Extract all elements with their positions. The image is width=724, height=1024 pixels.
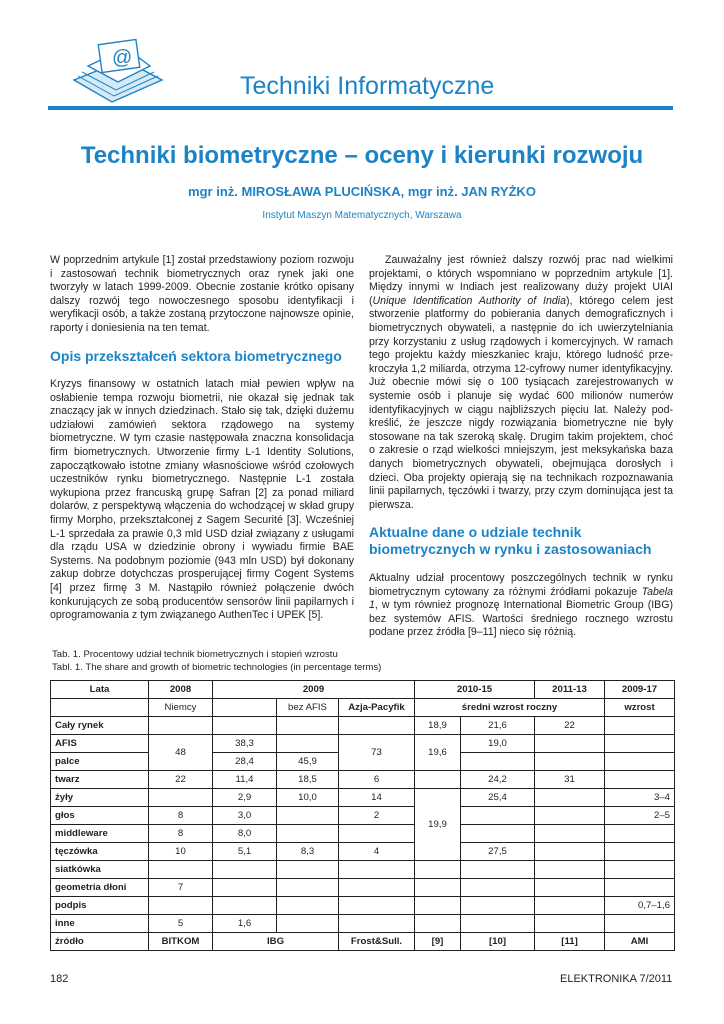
- biometrics-table: [50, 680, 675, 951]
- table-caption-en: Tabl. 1. The share and growth of biometric technologies (in percentage terms): [52, 662, 382, 673]
- table-row: geometria dłoni 7: [51, 879, 675, 897]
- article-title: Techniki biometryczne – oceny i kierunki rozwoju: [80, 142, 644, 169]
- section-heading-market: Aktualne dane o udziale technik biometrycznych w rynku i zastosowaniach: [369, 524, 652, 557]
- column-left: [50, 254, 354, 336]
- table-caption-pl: Tab. 1. Procentowy udział technik biometrycznych i stopień wzrostu: [52, 649, 338, 660]
- projects-paragraph: Zauważalny jest również dalszy rozwój prac nad wielkimi projektami, o których wspomniano w poprzednim artykule [1]. Między innymi w Indiach jest realizowany duży projekt UIAI (Unique Identification Authority of India), którego celem jest stworzenie platformy do pobierania danych demograficznych i biometrycznych obywateli, a następnie do ich uwierzytelniania przy korzystaniu z usług rządowych i komercyjnych. W ramach tego projektu każdy mieszkaniec kraju, którego ludność przekroczyła 1,2 miliarda, otrzyma 12-cyfrowy numer identyfikacyjny. Już obecnie mówi się o 100 tysiącach zarejestrowanych w systemie osób i planuje się wydać 600 milionów numerów identyfikacyjnych w ciągu najbliższych pięciu lat. Należy podkreślić, że jeszcze nigdy rozwiązania biometryczne nie były stosowane na tak szeroką skalę. Drugim takim projektem, choć o zakresie o rząd wielkości mniejszym, jest meksykańska baza danych biometrycznych obywateli, obejmująca dorosłych i dzieci. Oba projekty opierają się na technikach rozpoznawania linii papilarnych, tęczówki i twarzy, przy czym dominująca jest ta pierwsza.: [369, 254, 673, 511]
- table-row: AFIS 48 38,3 73 19,6 19,0: [51, 735, 675, 753]
- affiliation: Instytut Maszyn Matematycznych, Warszawa: [262, 210, 462, 221]
- column-right-body: [369, 572, 673, 640]
- email-book-logo-icon: [68, 36, 168, 108]
- authors: mgr inż. MIROSŁAWA PLUCIŃSKA, mgr inż. JAN RYŻKO: [188, 184, 536, 199]
- table-source-row: źródło BITKOM IBG Frost&Sull. [9] [10] [11] AMI: [51, 933, 675, 951]
- table-row: inne 5 1,6: [51, 915, 675, 933]
- section-heading-sector: Opis przekształceń sektora biometrycznego: [50, 348, 342, 364]
- market-paragraph: Aktualny udział procentowy poszczególnych technik w rynku biometrycznym cytowany za różnymi źródłami pokazuje Tabela 1, w tym również prognozę International Biometric Group (IBG) bez systemów AFIS. Wartości średniego rocznego wzrostu podane przez źródła [9–11] nieco się różnią.: [369, 572, 673, 639]
- table-subheader-row: Niemcy bez AFIS Azja-Pacyfik średni wzrost roczny wzrost: [51, 699, 675, 717]
- table-header-row: Lata 2008 2009 2010-15 2011-13 2009-17: [51, 681, 675, 699]
- table-row: twarz 22 11,4 18,5 6 24,2 31: [51, 771, 675, 789]
- table-row: Cały rynek 18,9 21,6 22: [51, 717, 675, 735]
- table-row: żyły 2,9 10,0 14 19,9 25,4 3–4: [51, 789, 675, 807]
- section-title: Techniki Informatyczne: [240, 72, 495, 100]
- page-number: 182: [50, 973, 69, 985]
- svg-text:@: @: [112, 47, 133, 69]
- journal-name: ELEKTRONIKA 7/2011: [560, 973, 673, 985]
- column-right: [369, 254, 673, 512]
- sector-paragraph: Kryzys finansowy w ostatnich latach miał pewien wpływ na osłabienie tempa rozwoju biometrii, nie okazał się jednak tak znaczący jak w innych dziedzinach. Stało się tak, dzięki dużemu udziałowi zamówień sektora rządowego na systemy biometryczne. W tym czasie następowała znaczna konsolidacja firm biometrycznych. Utworzenie firmy L-1 Identity Solutions, zapoczątkowało istotne zmiany własnościowe wśród czołowych uczestników rynku biometrycznego. Następnie L-1 została wykupiona przez francuską grupę Safran [2] za ponad miliard dolarów, z perspektywą włączenia do wchodzącej w skład grupy firmy Morpho, przekształconej z Sagem Securité [3]. Wcześniej L-1 sprzedała za prawie 0,3 mld USD dział związany z usługami dla rządu USA w dziedzinie obrony i wywiadu firmie BAE Systems. Na podobnym poziomie (943 mln USD) był dokonany zakup dobrze dotychczas prosperującej firmy Cogent Systems [4] przez firmę 3 M. Nastąpiło również połączenie dwóch konkurujących ze sobą producentów sensorów linii papilarnych i oprogramowania z tym związanego AuthenTec i UPEK [5].: [50, 378, 354, 622]
- table-row: middleware 8 8,0: [51, 825, 675, 843]
- table-row: podpis 0,7–1,6: [51, 897, 675, 915]
- table-row: głos 8 3,0 2 2–5: [51, 807, 675, 825]
- table-row: tęczówka 10 5,1 8,3 4 27,5: [51, 843, 675, 861]
- intro-paragraph: W poprzednim artykule [1] został przedstawiony poziom rozwoju i zastosowań technik biometrycznych oraz rynek jaki one tworzyły w latach 1999-2009. Obecnie zostanie krótko opisany dalszy rozwój tego nowoczesnego sposobu identyfikacji i weryfikacji osób, a także zostaną przytoczone najnowsze opinie, raporty i doniesienia na ten temat.: [50, 254, 354, 334]
- column-left-body: [50, 378, 354, 623]
- table-row: siatkówka: [51, 861, 675, 879]
- header-rule: [48, 106, 673, 110]
- table-row: palce 28,4 45,9: [51, 753, 675, 771]
